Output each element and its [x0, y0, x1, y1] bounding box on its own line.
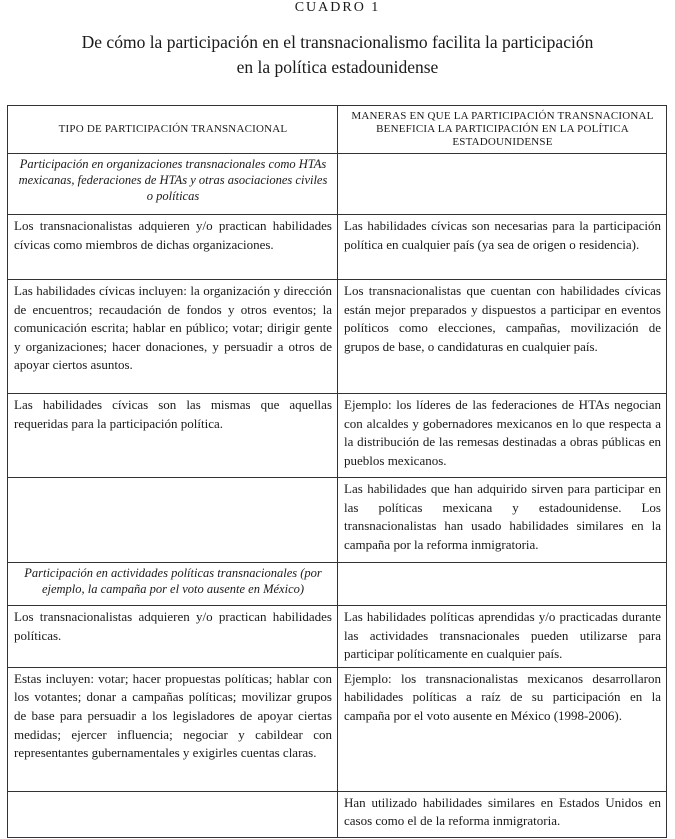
row-cell-benefit: Ejemplo: los transnacionalistas mexicanos desarrollaron habilidades políticas a raíz de su participación en la campaña por el voto ausente en México (1998-2006).	[338, 667, 667, 791]
section-header-row	[8, 154, 667, 215]
row-cell-benefit: Los transnacionalistas que cuentan con habilidades cívicas están mejor preparados y dispuestos a participar en eventos políticos como elecciones, campañas, movilización de grupos de base, o candidaturas en cualquier país.	[338, 280, 667, 394]
empty-cell	[338, 154, 667, 215]
row-cell-type: Los transnacionalistas adquieren y/o practican habilidades cívicas como miembros de dichas organizaciones.	[8, 215, 338, 280]
header-row	[8, 106, 667, 154]
table-row	[8, 791, 667, 837]
table-title	[40, 30, 635, 80]
row-cell-type: Las habilidades cívicas incluyen: la organización y dirección de encuentros; recaudación de fondos y otros eventos; la comunicación escrita; hablar en público; votar; dirigir gente y organizaciones; hacer donaciones, y persuadir a otros de apoyar ciertos asuntos.	[8, 280, 338, 394]
row-cell-type: Las habilidades cívicas son las mismas que aquellas requeridas para la participación política.	[8, 394, 338, 478]
header-transnational-type: TIPO DE PARTICIPACIÓN TRANSNACIONAL	[8, 106, 338, 154]
section-header-row	[8, 563, 667, 606]
title-line-2: en la política estadounidense	[236, 57, 439, 77]
comparison-table	[7, 105, 667, 838]
header-benefits: MANERAS EN QUE LA PARTICIPACIÓN TRANSNACIONAL BENEFICIA LA PARTICIPACIÓN EN LA POLÍTICA ESTADOUNIDENSE	[338, 106, 667, 154]
row-cell-type: Los transnacionalistas adquieren y/o practican habilidades políticas.	[8, 606, 338, 668]
title-line-1: De cómo la participación en el transnacionalismo facilita la participación	[81, 32, 594, 52]
table-row	[8, 606, 667, 668]
table-caption: CUADRO 1	[294, 0, 381, 15]
empty-cell	[338, 563, 667, 606]
table-row	[8, 215, 667, 280]
table-row	[8, 478, 667, 563]
row-cell-benefit: Las habilidades políticas aprendidas y/o practicadas durante las actividades transnacionales pueden utilizarse para participar políticamente en cualquier país.	[338, 606, 667, 668]
row-cell-benefit: Ejemplo: los líderes de las federaciones de HTAs negocian con alcaldes y gobernadores mexicanos en lo que respecta a la distribución de las remesas destinadas a obras públicas en pueblos mexicanos.	[338, 394, 667, 478]
row-cell-type	[8, 791, 338, 837]
row-cell-benefit: Las habilidades que han adquirido sirven para participar en las políticas mexicana y estadounidense. Los transnacionalistas han usado habilidades similares en la campaña por la reforma inmigratoria.	[338, 478, 667, 563]
table-row	[8, 667, 667, 791]
row-cell-type: Estas incluyen: votar; hacer propuestas políticas; hablar con los votantes; donar a campañas políticas; movilizar grupos de base para persuadir a los legisladores de apoyar ciertas medidas; ejercer influencia; negociar y cabildear con representantes gubernamentales y exigirles cuentas claras.	[8, 667, 338, 791]
table-row	[8, 394, 667, 478]
table-row	[8, 280, 667, 394]
row-cell-benefit: Han utilizado habilidades similares en Estados Unidos en casos como el de la reforma inmigratoria.	[338, 791, 667, 837]
section-title-organizations: Participación en organizaciones transnacionales como HTAs mexicanas, federaciones de HTAs y otras asociaciones civiles o políticas	[8, 154, 338, 215]
row-cell-type	[8, 478, 338, 563]
row-cell-benefit: Las habilidades cívicas son necesarias para la participación política en cualquier país (ya sea de origen o residencia).	[338, 215, 667, 280]
section-title-political-activities: Participación en actividades políticas transnacionales (por ejemplo, la campaña por el voto ausente en México)	[8, 563, 338, 606]
